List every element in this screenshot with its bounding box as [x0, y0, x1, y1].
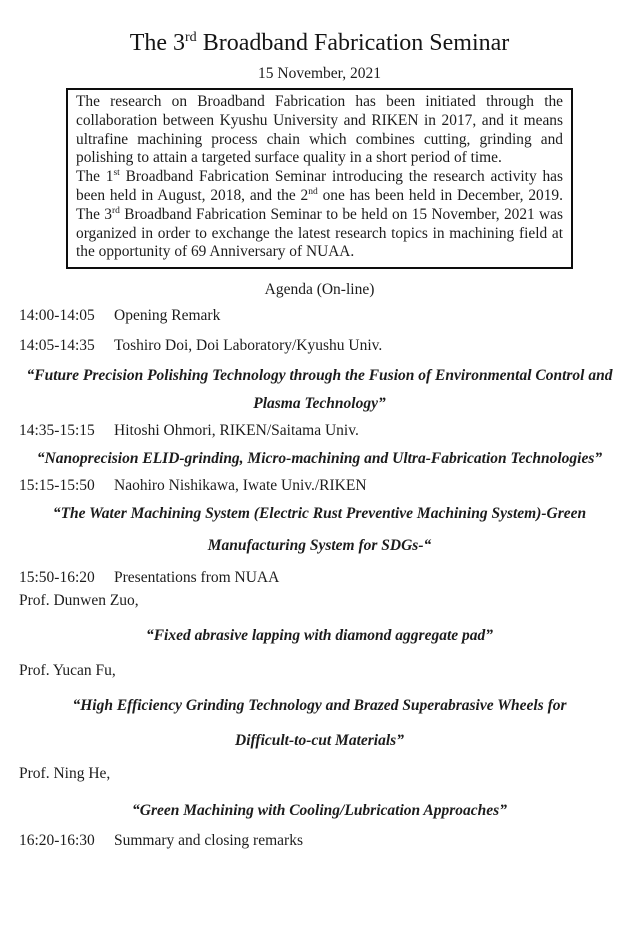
- agenda-time: 15:50-16:20: [19, 569, 95, 587]
- intro-p2-seg-2: Broadband Fabrication Seminar introducing the research activity has been held in August, 2018, and the 2: [76, 168, 563, 204]
- document-page: [0, 28, 639, 933]
- talk-title-line: “Future Precision Polishing Technology through the Fusion of Environmental Control and: [26, 367, 613, 385]
- agenda-text: Presentations from NUAA: [114, 569, 280, 587]
- title-text-post: Broadband Fabrication Seminar: [196, 30, 510, 56]
- agenda-text: Naohiro Nishikawa, Iwate Univ./RIKEN: [114, 477, 367, 495]
- intro-p2-seg-3: one has been held in December, 2019. The 3: [76, 186, 563, 223]
- intro-paragraph-1: The research on Broadband Fabrication has been initiated through the collaboration between Kyushu University and RIKEN in 2017, and it means ultrafine machining process chain which combines cutting, grinding and polishing to attain a targeted surface quality in a short period of time.: [76, 93, 563, 167]
- talk-title-line: “Fixed abrasive lapping with diamond aggregate pad”: [145, 627, 494, 645]
- agenda-text: Summary and closing remarks: [114, 832, 303, 850]
- agenda-slot-summary: [0, 831, 639, 851]
- talk-title-line: Difficult-to-cut Materials”: [235, 732, 404, 750]
- talk-title-line: “The Water Machining System (Electric Rust Preventive Machining System)-Green: [52, 505, 587, 523]
- speaker-name: Prof. Yucan Fu,: [19, 662, 116, 680]
- ordinal-superscript-1st: st: [113, 168, 120, 179]
- talk-title-line: Plasma Technology”: [253, 395, 386, 413]
- agenda-heading: Agenda (On-line): [264, 281, 375, 299]
- agenda-time: 14:05-14:35: [19, 337, 95, 355]
- ordinal-superscript-2nd: nd: [308, 186, 318, 197]
- speaker-name: Prof. Dunwen Zuo,: [19, 592, 139, 610]
- agenda-text: Opening Remark: [114, 307, 221, 325]
- title-text-pre: The 3: [129, 30, 186, 56]
- agenda-slot-hitoshi-ohmori: [0, 421, 639, 441]
- agenda-list: [0, 306, 639, 851]
- talk-title-line: “Green Machining with Cooling/Lubrication Approaches”: [132, 802, 507, 820]
- talk-title-line: Manufacturing System for SDGs-“: [207, 537, 432, 555]
- agenda-time: 14:35-15:15: [19, 422, 95, 440]
- agenda-slot-nuaa-presentations: [0, 568, 639, 588]
- title-ordinal-superscript: rd: [185, 30, 197, 45]
- ordinal-superscript-3rd: rd: [111, 205, 120, 216]
- speaker-name: Prof. Ning He,: [19, 765, 111, 783]
- page-title: [0, 28, 639, 58]
- agenda-time: 14:00-14:05: [19, 307, 95, 325]
- intro-p2-seg-4: Broadband Fabrication Seminar to be held on 15 November, 2021 was organized in order to exchange the latest research topics in machining field at the opportunity of 69 Anniversary of NUAA.: [76, 205, 563, 261]
- agenda-slot-toshiro-doi: [0, 336, 639, 356]
- intro-box: [66, 88, 573, 269]
- intro-p2-seg-1: The 1: [76, 168, 114, 186]
- agenda-slot-naohiro-nishikawa: [0, 476, 639, 496]
- agenda-time: 15:15-15:50: [19, 477, 95, 495]
- agenda-text: Toshiro Doi, Doi Laboratory/Kyushu Univ.: [114, 337, 383, 355]
- agenda-time: 16:20-16:30: [19, 832, 95, 850]
- agenda-text: Hitoshi Ohmori, RIKEN/Saitama Univ.: [114, 422, 359, 440]
- intro-paragraph-2: [76, 168, 563, 262]
- document-date: 15 November, 2021: [258, 65, 381, 82]
- agenda-slot-opening-remark: [0, 306, 639, 326]
- talk-title-line: “Nanoprecision ELID-grinding, Micro-machining and Ultra-Fabrication Technologies”: [36, 450, 603, 468]
- talk-title-line: “High Efficiency Grinding Technology and Brazed Superabrasive Wheels for: [72, 697, 567, 715]
